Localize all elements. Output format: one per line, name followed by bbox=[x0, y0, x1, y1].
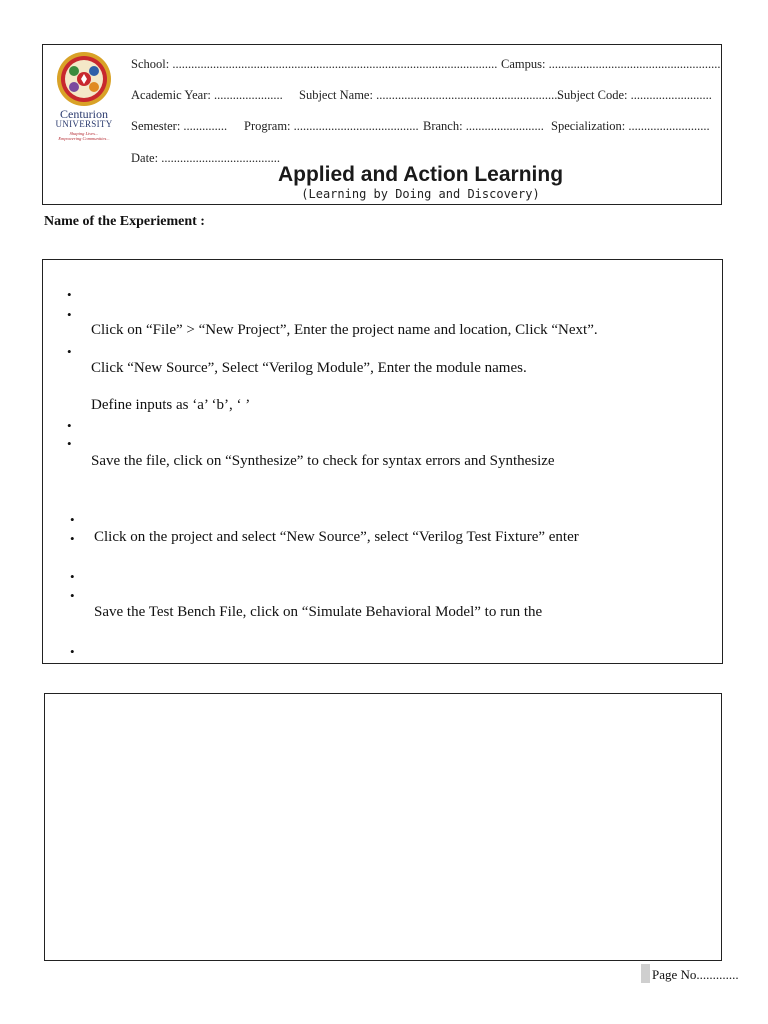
logo-text-line1: Centurion bbox=[60, 107, 108, 121]
branch-field: Branch: ......................... bbox=[423, 119, 544, 133]
university-emblem-icon bbox=[56, 51, 112, 107]
semester-field: Semester: .............. bbox=[131, 119, 228, 133]
bullet: • bbox=[67, 307, 72, 322]
bullet: • bbox=[70, 512, 75, 527]
bullet: • bbox=[70, 588, 75, 603]
bullet: • bbox=[67, 436, 72, 451]
document-subtitle: (Learning by Doing and Discovery) bbox=[301, 187, 540, 201]
bullet: • bbox=[70, 644, 75, 659]
bullet: • bbox=[67, 418, 72, 433]
subject-code-field: Subject Code: .......................... bbox=[557, 88, 712, 102]
university-logo bbox=[53, 51, 115, 173]
page-number: Page No............. bbox=[652, 967, 739, 982]
document-header bbox=[42, 44, 722, 205]
logo-text-line2: UNIVERSITY bbox=[55, 119, 113, 129]
document-title: Applied and Action Learning bbox=[277, 163, 564, 186]
procedure-box bbox=[42, 259, 723, 664]
procedure-step: Click “New Source”, Select “Verilog Module”, Enter the module names. bbox=[91, 360, 527, 376]
page-marker bbox=[641, 964, 650, 983]
procedure-step: Define inputs as ‘a’ ‘b’, ‘ ’ bbox=[91, 397, 251, 413]
logo-tagline-2: Empowering Communities... bbox=[58, 136, 110, 141]
subject-name-field: Subject Name: ........................................................... bbox=[299, 88, 561, 102]
procedure-step: Click on “File” > “New Project”, Enter the project name and location, Click “Next”. bbox=[91, 322, 598, 338]
logo-tagline-1: Shaping Lives... bbox=[69, 131, 99, 136]
bullet: • bbox=[70, 569, 75, 584]
bullet: • bbox=[70, 531, 75, 546]
academic-year-field: Academic Year: ...................... bbox=[131, 88, 283, 102]
output-box bbox=[44, 693, 722, 961]
experiment-name-label: Name of the Experiement : bbox=[44, 214, 205, 229]
date-field: Date: ...................................... bbox=[131, 151, 280, 165]
procedure-step: Click on the project and select “New Source”, select “Verilog Test Fixture” enter bbox=[94, 529, 579, 545]
procedure-step: Save the file, click on “Synthesize” to check for syntax errors and Synthesize bbox=[91, 453, 555, 469]
procedure-step: Save the Test Bench File, click on “Simulate Behavioral Model” to run the bbox=[94, 604, 543, 620]
bullet: • bbox=[67, 287, 72, 302]
bullet: • bbox=[67, 344, 72, 359]
campus-field: Campus: ....................................................... bbox=[501, 57, 721, 71]
program-field: Program: ........................................ bbox=[244, 119, 419, 133]
school-field: School: ........................................................................................................ bbox=[131, 57, 498, 71]
specialization-field: Specialization: .......................... bbox=[551, 119, 710, 133]
